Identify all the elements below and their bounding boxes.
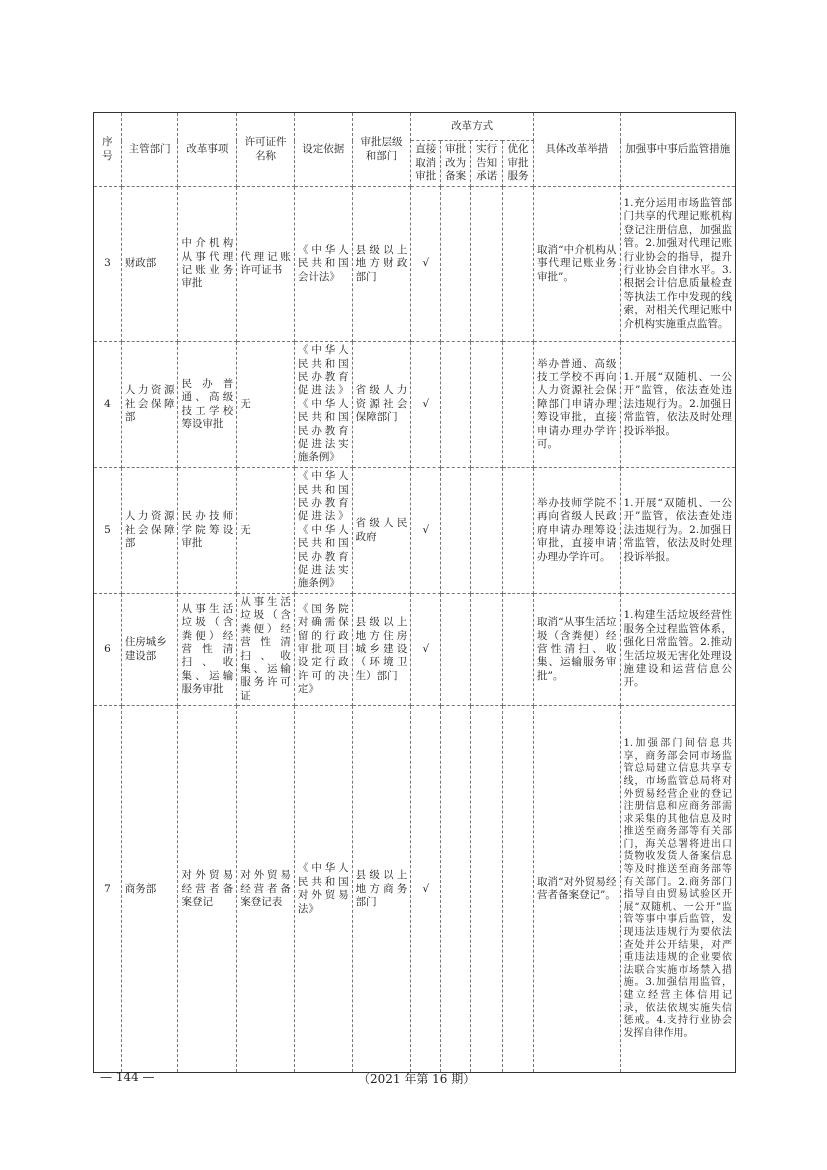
header-method: 改革方式 [411, 113, 534, 141]
cell-measures: 取消“中介机构从事代理记账业务审批”。 [533, 187, 620, 342]
cell-level: 省级人力资源社会保障部门 [352, 342, 411, 468]
cell-item: 对外贸易经营者备案登记 [178, 706, 237, 1073]
cell-method-commitment [471, 594, 503, 706]
cell-license: 从事生活垃圾（含粪便）经营性清扫、收集、运输服务许可证 [237, 594, 295, 706]
cell-method-commitment [471, 706, 503, 1073]
cell-method-optimize [503, 594, 534, 706]
cell-level: 县级以上地方商务部门 [352, 706, 411, 1073]
cell-measures: 举办技师学院不再向省级人民政府申请办理筹设审批，直接申请办理办学许可。 [533, 468, 620, 594]
cell-measures: 取消“对外贸易经营者备案登记”。 [533, 706, 620, 1073]
header-method-commitment: 实行告知承诺 [471, 141, 503, 187]
cell-basis: 《中华人民共和国对外贸易法》 [294, 706, 352, 1073]
cell-seq: 4 [94, 342, 122, 468]
cell-item: 民办技师学院筹设审批 [178, 468, 237, 594]
cell-method-filing [441, 594, 471, 706]
header-method-filing: 审批改为备案 [441, 141, 471, 187]
cell-method-cancel: √ [411, 187, 441, 342]
cell-method-cancel: √ [411, 342, 441, 468]
cell-license: 对外贸易经营者备案登记表 [237, 706, 295, 1073]
cell-method-filing [441, 187, 471, 342]
cell-method-commitment [471, 342, 503, 468]
header-level: 审批层级和部门 [352, 113, 411, 187]
header-method-cancel: 直接取消审批 [411, 141, 441, 187]
cell-method-optimize [503, 468, 534, 594]
cell-basis: 《国务院对确需保留的行政审批项目设定行政许可的决定》 [294, 594, 352, 706]
cell-basis: 《中华人民共和国会计法》 [294, 187, 352, 342]
table-row [94, 342, 736, 468]
cell-level: 县级以上地方财政部门 [352, 187, 411, 342]
cell-dept: 财政部 [121, 187, 178, 342]
header-basis: 设定依据 [294, 113, 352, 187]
cell-supervision: 1.开展“双随机、一公开”监管，依法查处违法违规行为。2.加强日常监管，依法及时处理投诉举报。 [620, 342, 736, 468]
header-item: 改革事项 [178, 113, 237, 187]
cell-method-optimize [503, 187, 534, 342]
cell-supervision: 1.开展“双随机、一公开”监管，依法查处违法违规行为。2.加强日常监管，依法及时处理投诉举报。 [620, 468, 736, 594]
cell-method-filing [441, 706, 471, 1073]
cell-method-optimize [503, 706, 534, 1073]
issue-label: （2021 年第 16 期） [358, 1072, 476, 1086]
header-supervision: 加强事中事后监管措施 [620, 113, 736, 187]
cell-dept: 人力资源社会保障部 [121, 468, 178, 594]
cell-dept: 商务部 [121, 706, 178, 1073]
header-method-optimize: 优化审批服务 [503, 141, 534, 187]
cell-method-filing [441, 342, 471, 468]
cell-license: 代理记账许可证书 [237, 187, 295, 342]
header-license: 许可证件名称 [237, 113, 295, 187]
cell-supervision: 1.构建生活垃圾经营性服务全过程监管体系，强化日常监管。2.推动生活垃圾无害化处理设施建设和运营信息公开。 [620, 594, 736, 706]
table-row [94, 594, 736, 706]
cell-dept: 住房城乡建设部 [121, 594, 178, 706]
cell-seq: 5 [94, 468, 122, 594]
cell-method-optimize [503, 342, 534, 468]
cell-basis: 《中华人民共和国民办教育促进法》《中华人民共和国民办教育促进法实施条例》 [294, 468, 352, 594]
table-row [94, 706, 736, 1073]
cell-measures: 举办普通、高级技工学校不再向人力资源社会保障部门申请办理筹设审批，直接申请办理办学许可。 [533, 342, 620, 468]
cell-item: 中介机构从事代理记账业务审批 [178, 187, 237, 342]
cell-license: 无 [237, 468, 295, 594]
cell-supervision: 1.充分运用市场监管部门共享的代理记账机构登记注册信息，加强监管。2.加强对代理记账行业协会的指导，提升行业协会自律水平。3.根据会计信息质量检查等执法工作中发现的线索，对相关代理记账中介机构实施重点监管。 [620, 187, 736, 342]
cell-dept: 人力资源社会保障部 [121, 342, 178, 468]
table-row [94, 468, 736, 594]
page-number: — 144 — [100, 1070, 155, 1084]
cell-seq: 7 [94, 706, 122, 1073]
cell-supervision: 1.加强部门间信息共享，商务部会同市场监管总局建立信息共享专线，市场监管总局将对外贸易经营企业的登记注册信息和应商务部需求采集的其他信息及时推送至商务部等有关部门，海关总署将进出口货物收发货人备案信息等及时推送至商务部等有关部门。2.商务部门指导自由贸易试验区开展“双随机、一公开”监管等事中事后监管，发现违法违规行为要依法查处并公开结果，对严重违法违规的企业要依法联合实施市场禁入措施。3.加强信用监管，建立经营主体信用记录，依法依规实施失信惩戒。4.支持行业协会发挥自律作用。 [620, 706, 736, 1073]
cell-item: 民办普通、高级技工学校筹设审批 [178, 342, 237, 468]
cell-basis: 《中华人民共和国民办教育促进法》《中华人民共和国民办教育促进法实施条例》 [294, 342, 352, 468]
cell-measures: 取消“从事生活垃圾（含粪便）经营性清扫、收集、运输服务审批”。 [533, 594, 620, 706]
table-row [94, 187, 736, 342]
cell-method-cancel: √ [411, 706, 441, 1073]
cell-method-cancel: √ [411, 468, 441, 594]
cell-method-cancel: √ [411, 594, 441, 706]
header-seq: 序号 [94, 113, 122, 187]
cell-item: 从事生活垃圾（含粪便）经营性清扫、收集、运输服务审批 [178, 594, 237, 706]
cell-seq: 3 [94, 187, 122, 342]
header-measures: 具体改革举措 [533, 113, 620, 187]
cell-method-commitment [471, 187, 503, 342]
reform-table [93, 112, 736, 1073]
cell-method-filing [441, 468, 471, 594]
header-dept: 主管部门 [121, 113, 178, 187]
cell-license: 无 [237, 342, 295, 468]
cell-seq: 6 [94, 594, 122, 706]
cell-level: 省级人民政府 [352, 468, 411, 594]
cell-method-commitment [471, 468, 503, 594]
cell-level: 县级以上地方住房城乡建设（环境卫生）部门 [352, 594, 411, 706]
